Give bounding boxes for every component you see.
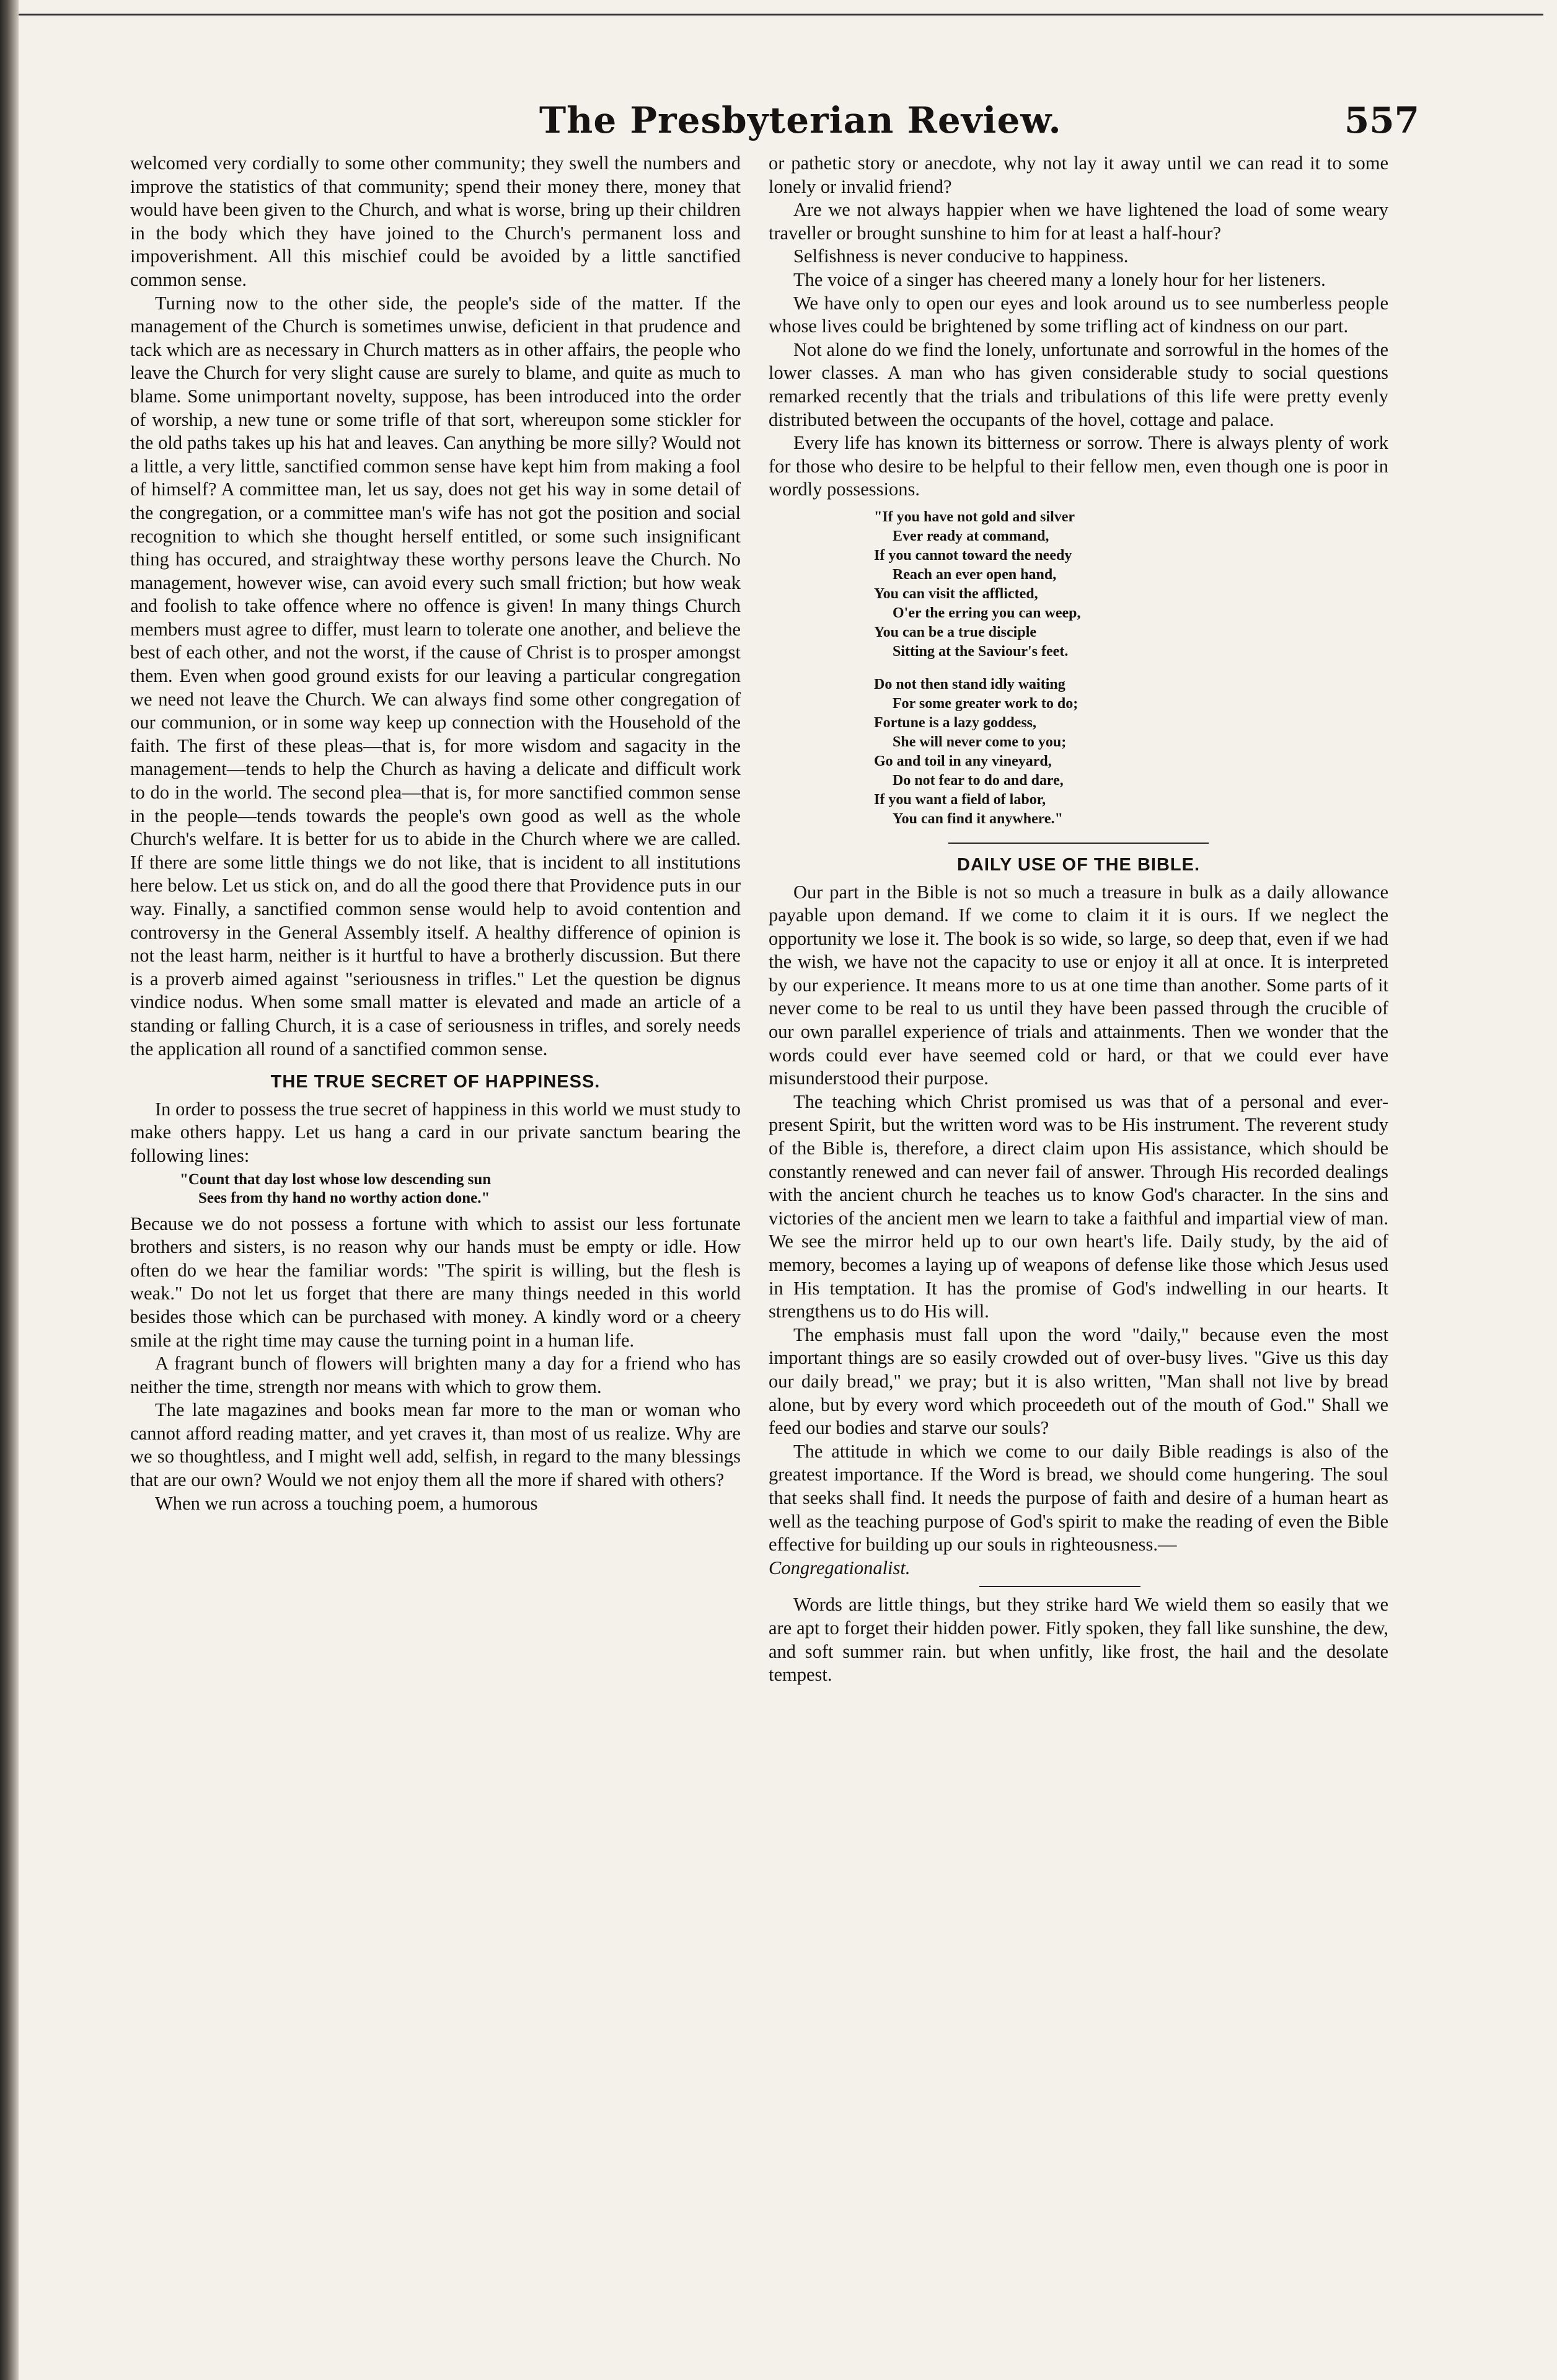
paragraph: The voice of a singer has cheered many a lonely hour for her listeners. — [793, 268, 1326, 290]
paragraph: Selfishness is never conducive to happiness. — [793, 246, 1129, 267]
left-column — [130, 152, 741, 1515]
right-column — [769, 152, 1388, 1687]
paragraph: Because we do not possess a fortune with which to assist our less fortunate brothers and sisters, is no reason why our hands must be empty or idle. How often do we hear the familiar words: "The spirit is willing, but the flesh is weak." Do not let us forget that there are many things needed in this world besides those which can be purchased with money. A kindly word or a cheery smile at the right time may cause the turning point in a human life. — [130, 1213, 741, 1351]
paragraph — [769, 1440, 1388, 1580]
poem-line: Do not fear to do and dare, — [893, 772, 1064, 789]
paragraph: Words are little things, but they strike hard We wield them so easily that we are apt to forget their hidden power. Fitly spoken, they fall like sunshine, the dew, and soft summer rain. but when unfitly, like frost, the hail and the desolate tempest. — [769, 1594, 1388, 1686]
paragraph: The late magazines and books mean far more to the man or woman who cannot afford reading matter, and yet craves it, than most of us realize. Why are we so thoughtless, and I might well add, selfish, in regard to the many blessings that are our own? Would we not enjoy them all the more if shared with others? — [130, 1399, 741, 1491]
poem-line: You can visit the afflicted, — [874, 585, 1038, 602]
section-heading-happiness: THE TRUE SECRET OF HAPPINESS. — [270, 1072, 601, 1092]
paragraph: When we run across a touching poem, a humorous — [155, 1492, 538, 1514]
epigraph-line: Sees from thy hand no worthy action done." — [198, 1189, 490, 1206]
paragraph: Are we not always happier when we have lightened the load of some weary traveller or brought sunshine to him for at least a half-hour? — [769, 199, 1388, 244]
poem-line: Ever ready at command, — [893, 528, 1049, 544]
paragraph: The emphasis must fall upon the word "daily," because even the most important things are so easily crowded out of over-busy lives. "Give us this day our daily bread," we pray; but it is also written, "Man shall not live by bread alone, but by every word which proceedeth out of the mouth of God." Shall we feed our bodies and starve our souls? — [769, 1324, 1388, 1439]
paragraph: Turning now to the other side, the people's side of the matter. If the management of the Church is sometimes unwise, deficient in that prudence and tack which are as necessary in Church matters as in other affairs, the people who leave the Church for very slight cause are surely to blame, and quite as much to blame. Some unimportant novelty, suppose, has been introduced into the order of worship, a new tune or some trifle of that sort, whereupon some stickler for the old paths takes up his hat and leaves. Can anything be more silly? Would not a little, a very little, sanctified common sense have kept him from making a fool of himself? A committee man, let us say, does not get his way in some detail of the congregation, or a committee man's wife has not got the position and social recognition to which she thought herself entitled, or some such insignificant thing has occured, and straightway these worthy persons leave the Church. No management, however wise, can avoid every such small friction; but how weak and foolish to take offence where no offence is given! In many things Church members must agree to differ, must learn to tolerate one another, and believe the best of each other, and not the worst, if the cause of Christ is to prosper amongst them. Even when good ground exists for our leaving a particular congregation we need not leave the Church. We can always find some other congregation of our communion, or in some way keep up connection with the Household of the faith. The first of these pleas—that is, for more wisdom and sagacity in the management—tends to help the Church as having a delicate and difficult work to do in the world. The second plea—that is, for more sanctified common sense in the people—tends towards the people's own good as well as the whole Church's welfare. It is better for us to abide in the Church where we are called. If there are some little things we do not like, that is incident to all institutions here below. Let us stick on, and do all the good there that Providence puts in our way. Finally, a sanctified common sense would help to avoid contention and controversy in the General Assembly itself. A healthy difference of opinion is not the least harm, neither is it hurtful to have a brotherly discussion. But there is a proverb aimed against "seriousness in trifles." Let the question be dignus vindice nodus. When some small matter is elevated and made an article of a standing or falling Church, it is a case of seriousness in trifles, and sorely needs the application all round of a sanctified common sense. — [130, 292, 741, 1059]
poem-line: "If you have not gold and silver — [874, 508, 1075, 525]
paragraph: or pathetic story or anecdote, why not lay it away until we can read it to some lonely or invalid friend? — [769, 153, 1388, 197]
paragraph: Our part in the Bible is not so much a treasure in bulk as a daily allowance payable upon demand. If we come to claim it it is ours. If we neglect the opportunity we lose it. The book is so wide, so large, so deep that, even if we had the wish, we have not the capacity to use or enjoy it all at once. It is interpreted by our experience. It means more to us at one time than another. Some parts of it never come to be real to us until they have been passed through the crucible of our own parallel experience of trials and attainments. Then we wonder that the words could ever have seemed cold or hard, or that we could ever have misunderstood their purpose. — [769, 881, 1388, 1089]
paragraph: The teaching which Christ promised us was that of a personal and ever-present Spirit, but the written word was to be His instrument. The reverent study of the Bible is, therefore, a direct claim upon His assistance, which should be constantly renewed and can never fail of answer. Through His recorded dealings with the ancient church he teaches us to know God's character. In the sins and victories of the ancient men we learn to take a faithful and impartial view of man. We see the mirror held up to our own heart's life. Daily study, by the aid of memory, becomes a laying up of weapons of defense like those which Jesus used in His temptation. It has the promise of God's indwelling in our hearts. It strengthens us to do His will. — [769, 1090, 1388, 1322]
paragraph: Not alone do we find the lonely, unfortunate and sorrowful in the homes of the lower classes. A man who has given considerable study to social questions remarked recently that the trials and tribulations of this life were pretty evenly distributed between the occupants of the hovel, cottage and palace. — [769, 338, 1388, 430]
poem-line: Go and toil in any vineyard, — [874, 753, 1052, 769]
paragraph: A fragrant bunch of flowers will brighten many a day for a friend who has neither the time, strength nor means with which to grow them. — [130, 1353, 741, 1397]
poem-line: She will never come to you; — [893, 733, 1067, 750]
poem-line: You can find it anywhere." — [893, 810, 1063, 827]
running-head — [539, 99, 1419, 149]
section-divider — [979, 1586, 1140, 1587]
poem-line: Do not then stand idly waiting — [874, 676, 1065, 692]
section-divider — [948, 843, 1209, 844]
paragraph: welcomed very cordially to some other community; they swell the numbers and improve the statistics of that community; spend their money there, money that would have been given to the Church, and what is worse, bring up their children in the body which they have joined to the Church's permanent loss and impoverishment. All this mischief could be avoided by a little sanctified common sense. — [130, 153, 741, 290]
paragraph: Every life has known its bitterness or sorrow. There is always plenty of work for those who desire to be helpful to their fellow men, even though one is poor in wordly possessions. — [769, 432, 1388, 500]
poem-line: Sitting at the Saviour's feet. — [893, 643, 1069, 660]
page-number: 557 — [1344, 99, 1419, 141]
poem — [874, 508, 1388, 829]
section-heading-bible: DAILY USE OF THE BIBLE. — [957, 854, 1200, 875]
paragraph: In order to possess the true secret of happiness in this world we must study to make others happy. Let us hang a card in our private sanctum bearing the following lines: — [130, 1098, 741, 1166]
poem-line: Fortune is a lazy goddess, — [874, 714, 1037, 731]
poem-line: You can be a true disciple — [874, 624, 1037, 640]
running-title: The Presbyterian Review. — [539, 99, 1062, 141]
poem-line: If you cannot toward the needy — [874, 547, 1072, 564]
poem-stanza — [874, 675, 1388, 829]
poem-line: O'er the erring you can weep, — [893, 604, 1081, 621]
paragraph: We have only to open our eyes and look around us to see numberless people whose lives could be brightened by some trifling act of kindness on our part. — [769, 292, 1388, 337]
top-rule — [19, 14, 1543, 15]
paragraph-text: The attitude in which we come to our daily Bible readings is also of the greatest importance. If the Word is bread, we should come hungering. The soul that seeks shall find. It needs the purpose of faith and desire of a human heart as well as the teaching purpose of God's spirit to make the reading of even the Bible effective for building up our souls in righteousness.— — [769, 1440, 1388, 1555]
page-binding-edge — [0, 0, 19, 2380]
epigraph-line: "Count that day lost whose low descending sun — [180, 1170, 492, 1188]
poem-stanza — [874, 508, 1388, 661]
poem-line: For some greater work to do; — [893, 695, 1078, 712]
poem-line: If you want a field of labor, — [874, 791, 1046, 808]
poem-line: Reach an ever open hand, — [893, 566, 1057, 583]
source-attribution: Congregationalist. — [769, 1557, 911, 1578]
epigraph — [180, 1170, 741, 1208]
